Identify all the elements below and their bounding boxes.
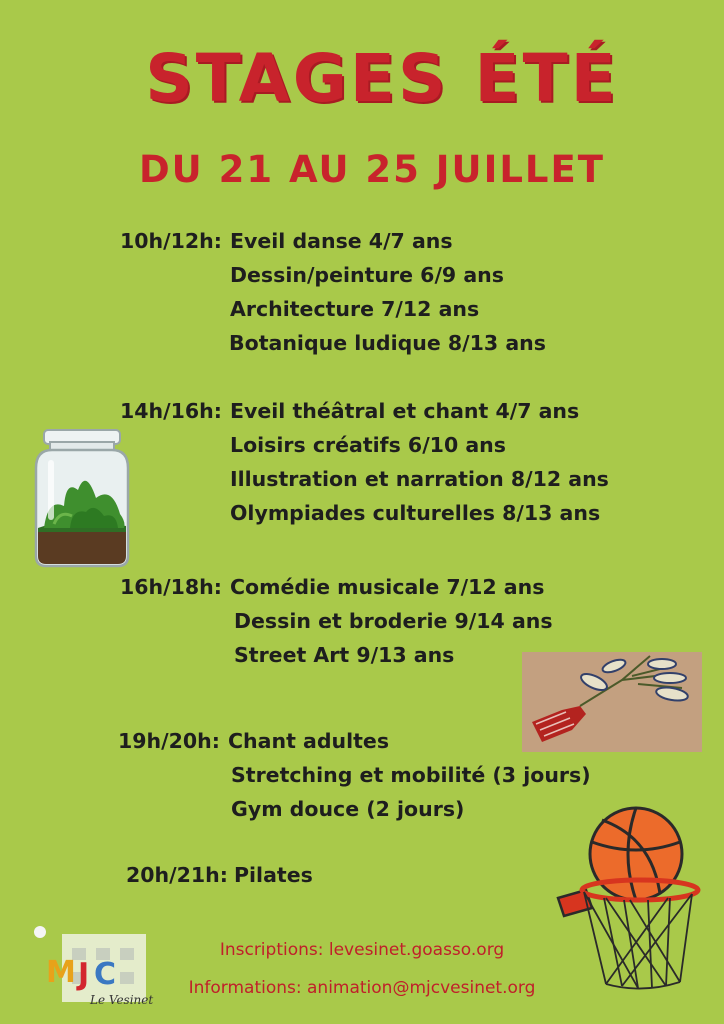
time-slot: 14h/16h: (120, 399, 222, 423)
inscriptions-info: Inscriptions: levesinet.goasso.org (219, 940, 505, 960)
activity: Loisirs créatifs 6/10 ans (230, 433, 506, 457)
poster-subtitle: DU 21 AU 25 JUILLET (138, 148, 606, 191)
activity: Architecture 7/12 ans (230, 297, 480, 321)
activity: Olympiades culturelles 8/13 ans (230, 501, 601, 525)
activity: Stretching et mobilité (3 jours) (231, 763, 591, 787)
time-slot: 19h/20h: (118, 729, 220, 753)
activity: Chant adultes (228, 729, 390, 753)
activity: Illustration et narration 8/12 ans (230, 467, 609, 491)
basketball-hoop-icon (556, 804, 706, 990)
time-slot: 16h/18h: (120, 575, 222, 599)
poster-title: STAGES ÉTÉ (145, 40, 619, 117)
time-slot: 10h/12h: (120, 229, 222, 253)
terrarium-jar-icon (30, 428, 134, 568)
schedule-block-morning (120, 224, 546, 360)
svg-text:Le Vesinet: Le Vesinet (90, 993, 154, 1007)
activity: Comédie musicale 7/12 ans (230, 575, 545, 599)
activity: Botanique ludique 8/13 ans (229, 331, 546, 355)
svg-text:M: M (46, 955, 76, 990)
contact-info: Informations: animation@mjcvesinet.org (188, 978, 536, 998)
schedule-block-night (126, 858, 313, 892)
embroidery-image-icon (522, 652, 702, 752)
schedule-block-evening (118, 724, 591, 826)
activity: Eveil danse 4/7 ans (230, 229, 453, 253)
svg-text:C: C (94, 957, 117, 992)
schedule-block-afternoon-2 (120, 570, 553, 672)
activity: Eveil théâtral et chant 4/7 ans (230, 399, 580, 423)
activity: Street Art 9/13 ans (234, 643, 455, 667)
time-slot: 20h/21h: (126, 863, 228, 887)
activity: Dessin et broderie 9/14 ans (234, 609, 553, 633)
svg-text:J: J (78, 957, 90, 992)
activity: Dessin/peinture 6/9 ans (230, 263, 504, 287)
activity: Pilates (234, 863, 313, 887)
activity: Gym douce (2 jours) (231, 797, 465, 821)
schedule-block-afternoon-1 (120, 394, 609, 530)
